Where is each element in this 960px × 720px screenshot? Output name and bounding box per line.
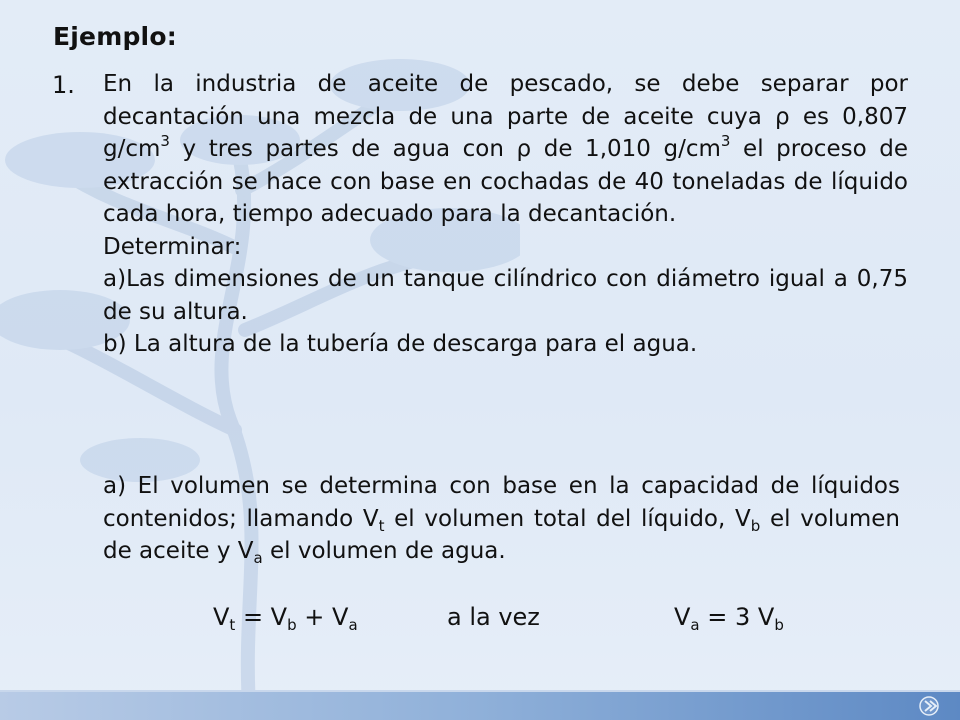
total-volume-equation: $V_t = V_b + V_a$: [213, 603, 358, 634]
problem-body: [103, 68, 908, 361]
problem-number: 1.: [52, 71, 75, 99]
water-volume-equation: $V_a = 3$ $V_b$: [674, 603, 784, 634]
connector-text: a la vez: [447, 603, 540, 631]
answer-paragraph: a) El volumen se determina con base en la capacidad de líquidos contenidos; llamando $V_t$ el volumen total del líquido, $V_b$ el volumen de aceite y $V_a$ el volumen de agua.: [103, 473, 900, 567]
determine-label: Determinar:: [103, 233, 242, 260]
question-b: b) La altura de la tubería de descarga para el agua.: [103, 331, 698, 357]
question-a: a)Las dimensiones de un tanque cilíndrico con diámetro igual a 0,75 de su altura.: [103, 266, 908, 325]
equations-row: [213, 603, 813, 643]
slide-nav-arrow-icon[interactable]: [912, 696, 946, 716]
footer-bar: [0, 692, 960, 720]
problem-statement: En la industria de aceite de pescado, se debe separar por decantación una mezcla de una parte de aceite cuya ρ es 0,807 $g/cm^3$ y tres partes de agua con ρ de 1,010 $g/cm^3$ el proceso de extracción se hace con base en cochadas de 40 toneladas de líquido cada hora, tiempo adecuado para la decantación.: [103, 71, 908, 227]
example-heading: Ejemplo:: [53, 22, 177, 51]
